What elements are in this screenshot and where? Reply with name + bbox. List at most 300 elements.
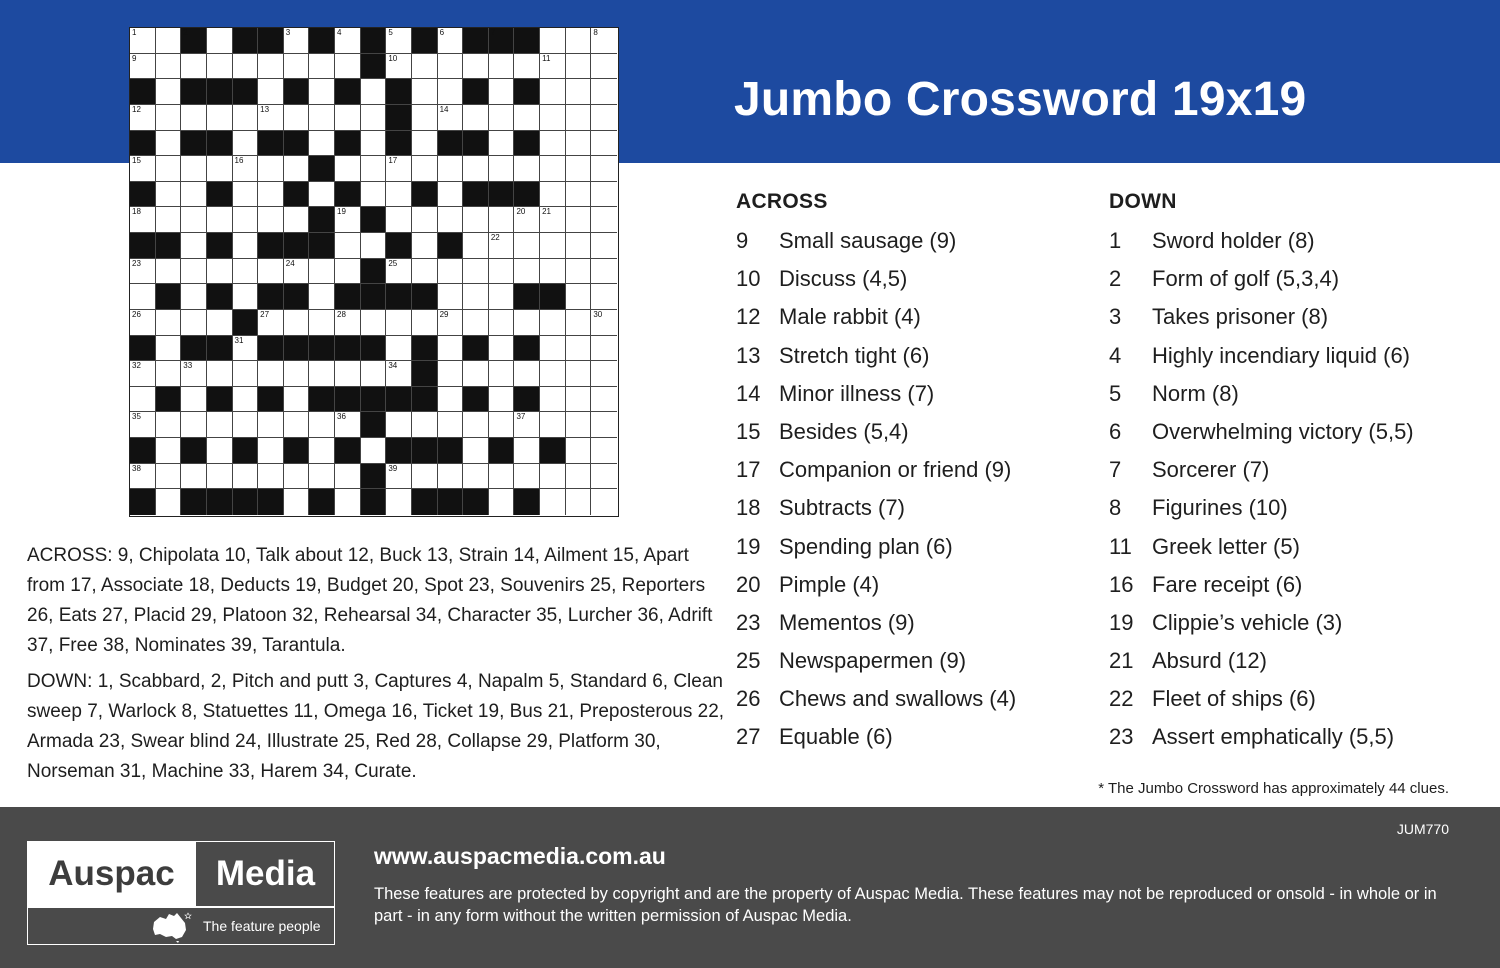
grid-cell[interactable] bbox=[438, 79, 464, 105]
grid-cell[interactable] bbox=[386, 259, 412, 285]
grid-cell[interactable] bbox=[335, 233, 361, 259]
cell-number: 7 bbox=[490, 28, 496, 37]
grid-cell[interactable] bbox=[540, 156, 566, 182]
grid-cell[interactable] bbox=[181, 233, 207, 259]
across-clue bbox=[736, 534, 1096, 572]
grid-cell[interactable] bbox=[181, 412, 207, 438]
grid-cell[interactable] bbox=[463, 233, 489, 259]
grid-cell[interactable] bbox=[130, 54, 156, 80]
grid-cell[interactable] bbox=[156, 438, 182, 464]
grid-cell[interactable] bbox=[514, 54, 540, 80]
grid-cell[interactable] bbox=[438, 182, 464, 208]
grid-cell[interactable] bbox=[463, 412, 489, 438]
grid-cell[interactable] bbox=[591, 489, 617, 515]
grid-cell[interactable] bbox=[181, 310, 207, 336]
grid-cell[interactable] bbox=[156, 361, 182, 387]
website-url[interactable]: www.auspacmedia.com.au bbox=[374, 843, 666, 869]
grid-cell[interactable] bbox=[284, 105, 310, 131]
grid-cell[interactable] bbox=[591, 207, 617, 233]
grid-cell[interactable] bbox=[335, 412, 361, 438]
grid-cell[interactable] bbox=[489, 156, 515, 182]
grid-cell[interactable] bbox=[335, 28, 361, 54]
grid-cell[interactable] bbox=[591, 464, 617, 490]
grid-cell[interactable] bbox=[566, 259, 592, 285]
grid-cell[interactable] bbox=[566, 361, 592, 387]
grid-cell[interactable] bbox=[438, 207, 464, 233]
grid-cell-black bbox=[489, 182, 515, 208]
grid-cell[interactable] bbox=[514, 412, 540, 438]
grid-cell[interactable] bbox=[489, 207, 515, 233]
clue-number: 5 bbox=[1109, 380, 1122, 406]
grid-cell[interactable] bbox=[566, 28, 592, 54]
grid-cell[interactable] bbox=[284, 387, 310, 413]
grid-cell[interactable] bbox=[309, 284, 335, 310]
grid-cell[interactable] bbox=[591, 156, 617, 182]
grid-cell[interactable] bbox=[130, 284, 156, 310]
grid-cell[interactable] bbox=[130, 156, 156, 182]
clue-text: Newspapermen (9) bbox=[779, 648, 967, 674]
grid-cell[interactable] bbox=[156, 412, 182, 438]
grid-cell[interactable] bbox=[130, 361, 156, 387]
grid-cell[interactable] bbox=[591, 28, 617, 54]
grid-cell[interactable] bbox=[181, 182, 207, 208]
cell-number: 10 bbox=[388, 53, 398, 63]
grid-cell[interactable] bbox=[566, 310, 592, 336]
grid-cell[interactable] bbox=[284, 259, 310, 285]
grid-cell[interactable] bbox=[284, 156, 310, 182]
grid-cell[interactable] bbox=[156, 464, 182, 490]
grid-cell[interactable] bbox=[361, 105, 387, 131]
grid-cell[interactable] bbox=[591, 182, 617, 208]
grid-cell[interactable] bbox=[514, 310, 540, 336]
grid-cell[interactable] bbox=[233, 156, 259, 182]
grid-cell[interactable] bbox=[463, 156, 489, 182]
grid-cell[interactable] bbox=[156, 105, 182, 131]
grid-cell[interactable] bbox=[130, 259, 156, 285]
grid-cell[interactable] bbox=[284, 54, 310, 80]
grid-cell[interactable] bbox=[566, 131, 592, 157]
grid-cell[interactable] bbox=[591, 310, 617, 336]
grid-cell[interactable] bbox=[540, 464, 566, 490]
grid-cell[interactable] bbox=[514, 156, 540, 182]
grid-cell[interactable] bbox=[386, 412, 412, 438]
cell-number: 15 bbox=[132, 156, 141, 166]
grid-cell[interactable] bbox=[181, 387, 207, 413]
grid-cell[interactable] bbox=[284, 412, 310, 438]
grid-cell[interactable] bbox=[309, 182, 335, 208]
grid-cell[interactable] bbox=[335, 207, 361, 233]
grid-cell[interactable] bbox=[130, 310, 156, 336]
grid-cell[interactable] bbox=[540, 259, 566, 285]
grid-cell[interactable] bbox=[181, 284, 207, 310]
grid-cell[interactable] bbox=[463, 105, 489, 131]
grid-cell[interactable] bbox=[309, 79, 335, 105]
grid-cell[interactable] bbox=[566, 284, 592, 310]
grid-cell[interactable] bbox=[489, 131, 515, 157]
grid-cell[interactable] bbox=[156, 28, 182, 54]
grid-cell[interactable] bbox=[181, 105, 207, 131]
grid-cell[interactable] bbox=[258, 438, 284, 464]
grid-cell[interactable] bbox=[207, 54, 233, 80]
grid-cell[interactable] bbox=[591, 412, 617, 438]
grid-cell[interactable] bbox=[438, 310, 464, 336]
grid-cell-black bbox=[361, 489, 387, 515]
grid-cell[interactable] bbox=[156, 79, 182, 105]
grid-cell[interactable] bbox=[156, 489, 182, 515]
grid-cell[interactable] bbox=[258, 361, 284, 387]
grid-cell[interactable] bbox=[284, 207, 310, 233]
grid-cell[interactable] bbox=[489, 105, 515, 131]
cell-number: 17 bbox=[388, 156, 398, 166]
grid-cell[interactable] bbox=[309, 412, 335, 438]
grid-cell[interactable] bbox=[233, 182, 259, 208]
grid-cell[interactable] bbox=[156, 54, 182, 80]
grid-cell[interactable] bbox=[130, 464, 156, 490]
clue-number: 10 bbox=[736, 266, 761, 292]
grid-cell[interactable] bbox=[207, 412, 233, 438]
grid-cell[interactable] bbox=[566, 336, 592, 362]
clue-text: Chews and swallows (4) bbox=[779, 686, 1017, 712]
grid-cell[interactable] bbox=[540, 79, 566, 105]
clue-text: Male rabbit (4) bbox=[779, 304, 921, 330]
grid-cell[interactable] bbox=[438, 284, 464, 310]
grid-cell[interactable] bbox=[309, 310, 335, 336]
grid-cell[interactable] bbox=[438, 464, 464, 490]
grid-cell[interactable] bbox=[463, 207, 489, 233]
grid-cell[interactable] bbox=[566, 489, 592, 515]
grid-cell[interactable] bbox=[566, 79, 592, 105]
grid-cell[interactable] bbox=[489, 464, 515, 490]
grid-cell[interactable] bbox=[489, 361, 515, 387]
grid-cell[interactable] bbox=[258, 310, 284, 336]
grid-cell[interactable] bbox=[361, 79, 387, 105]
cell-number: 18 bbox=[132, 207, 141, 217]
grid-cell[interactable] bbox=[233, 54, 259, 80]
clue-text: Clippie’s vehicle (3) bbox=[1152, 609, 1343, 635]
grid-cell[interactable] bbox=[361, 310, 387, 336]
grid-cell[interactable] bbox=[412, 464, 438, 490]
grid-cell[interactable] bbox=[361, 438, 387, 464]
grid-cell[interactable] bbox=[207, 310, 233, 336]
grid-cell[interactable] bbox=[412, 131, 438, 157]
grid-cell[interactable] bbox=[591, 387, 617, 413]
grid-cell[interactable] bbox=[361, 233, 387, 259]
clue-text: Figurines (10) bbox=[1152, 495, 1288, 521]
grid-cell[interactable] bbox=[540, 28, 566, 54]
grid-cell[interactable] bbox=[284, 28, 310, 54]
grid-cell[interactable] bbox=[335, 105, 361, 131]
grid-cell[interactable] bbox=[566, 54, 592, 80]
down-clue bbox=[1109, 610, 1469, 648]
grid-cell[interactable] bbox=[284, 361, 310, 387]
cell-number: 8 bbox=[593, 28, 598, 37]
grid-cell[interactable] bbox=[284, 464, 310, 490]
grid-cell[interactable] bbox=[207, 259, 233, 285]
grid-cell[interactable] bbox=[284, 489, 310, 515]
copyright-notice: These features are protected by copyright and are the property of Auspac Media. These features may not be reproduced or onsold - in whole or in part - in any form without the written permission of Auspac Media. bbox=[374, 885, 1437, 925]
grid-cell[interactable] bbox=[514, 259, 540, 285]
grid-cell-black bbox=[309, 387, 335, 413]
grid-cell[interactable] bbox=[463, 259, 489, 285]
grid-cell[interactable] bbox=[591, 105, 617, 131]
grid-cell[interactable] bbox=[566, 412, 592, 438]
cell-number: 29 bbox=[439, 309, 449, 319]
grid-cell[interactable] bbox=[591, 259, 617, 285]
grid-cell[interactable] bbox=[258, 207, 284, 233]
grid-cell[interactable] bbox=[412, 259, 438, 285]
grid-cell[interactable] bbox=[566, 105, 592, 131]
grid-cell[interactable] bbox=[514, 233, 540, 259]
grid-cell[interactable] bbox=[233, 233, 259, 259]
grid-cell[interactable] bbox=[540, 105, 566, 131]
grid-cell-black bbox=[438, 489, 464, 515]
grid-cell[interactable] bbox=[566, 207, 592, 233]
grid-cell[interactable] bbox=[309, 464, 335, 490]
answers-block bbox=[27, 541, 727, 787]
grid-cell[interactable] bbox=[386, 207, 412, 233]
grid-cell[interactable] bbox=[514, 438, 540, 464]
down-clue bbox=[1109, 534, 1469, 572]
grid-cell[interactable] bbox=[233, 284, 259, 310]
grid-cell-black bbox=[181, 336, 207, 362]
grid-cell[interactable] bbox=[386, 336, 412, 362]
grid-cell[interactable] bbox=[463, 361, 489, 387]
grid-cell[interactable] bbox=[489, 54, 515, 80]
grid-cell[interactable] bbox=[386, 361, 412, 387]
grid-cell[interactable] bbox=[412, 54, 438, 80]
clue-number: 9 bbox=[736, 228, 749, 253]
grid-cell[interactable] bbox=[233, 361, 259, 387]
grid-cell[interactable] bbox=[412, 156, 438, 182]
grid-cell[interactable] bbox=[566, 182, 592, 208]
grid-cell[interactable] bbox=[233, 412, 259, 438]
grid-cell[interactable] bbox=[130, 387, 156, 413]
grid-cell[interactable] bbox=[335, 54, 361, 80]
grid-cell[interactable] bbox=[233, 387, 259, 413]
grid-cell[interactable] bbox=[540, 182, 566, 208]
grid-cell[interactable] bbox=[412, 207, 438, 233]
grid-cell[interactable] bbox=[386, 489, 412, 515]
grid-cell[interactable] bbox=[566, 156, 592, 182]
cell-number: 24 bbox=[285, 258, 295, 268]
grid-cell[interactable] bbox=[207, 361, 233, 387]
grid-cell[interactable] bbox=[566, 438, 592, 464]
grid-cell[interactable] bbox=[361, 156, 387, 182]
grid-cell[interactable] bbox=[489, 310, 515, 336]
grid-cell[interactable] bbox=[438, 259, 464, 285]
across-clue bbox=[736, 648, 1096, 686]
grid-cell[interactable] bbox=[207, 28, 233, 54]
grid-cell[interactable] bbox=[489, 79, 515, 105]
grid-cell[interactable] bbox=[591, 438, 617, 464]
across-answers: ACROSS: 9, Chipolata 10, Talk about 12, Buck 13, Strain 14, Ailment 15, Apart from 17, Associate 18, Deducts 19, Budget 20, Spot 23, Souvenirs 25, Reporters 26, Eats 27, Placid 29, Platoon 32, Rehearsal 34, Character 35, Lurcher 36, Adrift 37, Free 38, Nominates 39, Tarantula. bbox=[27, 545, 713, 656]
grid-cell[interactable] bbox=[181, 207, 207, 233]
grid-cell[interactable] bbox=[156, 182, 182, 208]
grid-cell[interactable] bbox=[361, 361, 387, 387]
grid-cell[interactable] bbox=[412, 310, 438, 336]
grid-cell[interactable] bbox=[489, 336, 515, 362]
grid-cell[interactable] bbox=[233, 131, 259, 157]
grid-cell[interactable] bbox=[130, 105, 156, 131]
cell-number: 31 bbox=[234, 335, 244, 345]
clue-number: 15 bbox=[736, 418, 761, 444]
grid-cell[interactable] bbox=[156, 259, 182, 285]
grid-cell[interactable] bbox=[130, 28, 156, 54]
grid-cell[interactable] bbox=[181, 464, 207, 490]
grid-cell[interactable] bbox=[540, 54, 566, 80]
grid-cell[interactable] bbox=[566, 464, 592, 490]
grid-cell[interactable] bbox=[335, 156, 361, 182]
grid-cell[interactable] bbox=[361, 131, 387, 157]
grid-cell[interactable] bbox=[335, 361, 361, 387]
grid-cell[interactable] bbox=[156, 156, 182, 182]
grid-cell[interactable] bbox=[258, 182, 284, 208]
grid-cell[interactable] bbox=[181, 156, 207, 182]
grid-cell[interactable] bbox=[207, 438, 233, 464]
grid-cell[interactable] bbox=[258, 259, 284, 285]
grid-cell[interactable] bbox=[591, 361, 617, 387]
grid-cell[interactable] bbox=[540, 412, 566, 438]
grid-cell[interactable] bbox=[181, 259, 207, 285]
grid-cell[interactable] bbox=[540, 233, 566, 259]
grid-cell[interactable] bbox=[233, 464, 259, 490]
grid-cell[interactable] bbox=[386, 310, 412, 336]
grid-cell[interactable] bbox=[540, 387, 566, 413]
grid-cell[interactable] bbox=[130, 207, 156, 233]
grid-cell[interactable] bbox=[566, 233, 592, 259]
grid-cell[interactable] bbox=[489, 233, 515, 259]
grid-cell[interactable] bbox=[156, 207, 182, 233]
clue-text: Pimple (4) bbox=[779, 571, 880, 597]
logo-divider bbox=[28, 906, 334, 908]
grid-cell[interactable] bbox=[309, 54, 335, 80]
grid-cell[interactable] bbox=[463, 438, 489, 464]
grid-cell[interactable] bbox=[489, 489, 515, 515]
grid-cell[interactable] bbox=[386, 464, 412, 490]
grid-cell[interactable] bbox=[489, 259, 515, 285]
grid-cell[interactable] bbox=[438, 156, 464, 182]
grid-cell[interactable] bbox=[156, 336, 182, 362]
grid-cell[interactable] bbox=[412, 412, 438, 438]
grid-cell[interactable] bbox=[309, 131, 335, 157]
grid-cell[interactable] bbox=[181, 361, 207, 387]
grid-cell[interactable] bbox=[463, 310, 489, 336]
grid-cell-black bbox=[386, 284, 412, 310]
grid-cell[interactable] bbox=[489, 412, 515, 438]
grid-cell[interactable] bbox=[386, 54, 412, 80]
grid-cell[interactable] bbox=[540, 310, 566, 336]
clue-text: Equable (6) bbox=[779, 724, 893, 750]
grid-cell[interactable] bbox=[233, 259, 259, 285]
grid-cell[interactable] bbox=[540, 361, 566, 387]
grid-cell[interactable] bbox=[412, 233, 438, 259]
grid-cell-black bbox=[207, 182, 233, 208]
grid-cell-black bbox=[309, 489, 335, 515]
grid-cell[interactable] bbox=[566, 387, 592, 413]
grid-cell[interactable] bbox=[233, 336, 259, 362]
grid-cell[interactable] bbox=[591, 131, 617, 157]
grid-cell[interactable] bbox=[386, 28, 412, 54]
grid-cell-black bbox=[309, 28, 335, 54]
grid-cell[interactable] bbox=[309, 259, 335, 285]
grid-cell[interactable] bbox=[591, 233, 617, 259]
grid-cell[interactable] bbox=[258, 464, 284, 490]
grid-cell[interactable] bbox=[514, 464, 540, 490]
grid-cell[interactable] bbox=[156, 131, 182, 157]
grid-cell[interactable] bbox=[386, 182, 412, 208]
grid-cell[interactable] bbox=[438, 105, 464, 131]
grid-cell[interactable] bbox=[514, 105, 540, 131]
grid-cell[interactable] bbox=[181, 54, 207, 80]
grid-cell[interactable] bbox=[207, 207, 233, 233]
grid-cell[interactable] bbox=[335, 259, 361, 285]
grid-cell[interactable] bbox=[438, 336, 464, 362]
grid-cell[interactable] bbox=[514, 361, 540, 387]
grid-cell[interactable] bbox=[489, 284, 515, 310]
grid-cell[interactable] bbox=[463, 464, 489, 490]
grid-cell[interactable] bbox=[335, 310, 361, 336]
grid-cell[interactable] bbox=[207, 464, 233, 490]
grid-cell[interactable] bbox=[540, 131, 566, 157]
crossword-grid-container bbox=[129, 27, 619, 517]
grid-cell[interactable] bbox=[361, 182, 387, 208]
grid-cell[interactable] bbox=[412, 79, 438, 105]
grid-cell[interactable] bbox=[540, 207, 566, 233]
clue-number: 22 bbox=[1109, 686, 1134, 712]
grid-cell-black bbox=[181, 438, 207, 464]
grid-cell[interactable] bbox=[309, 361, 335, 387]
grid-cell[interactable] bbox=[258, 79, 284, 105]
grid-cell[interactable] bbox=[258, 412, 284, 438]
grid-cell[interactable] bbox=[591, 284, 617, 310]
grid-cell[interactable] bbox=[438, 387, 464, 413]
grid-cell[interactable] bbox=[386, 156, 412, 182]
grid-cell[interactable] bbox=[309, 438, 335, 464]
grid-cell[interactable] bbox=[438, 54, 464, 80]
grid-cell[interactable] bbox=[463, 54, 489, 80]
grid-cell[interactable] bbox=[412, 105, 438, 131]
grid-cell[interactable] bbox=[130, 412, 156, 438]
grid-cell[interactable] bbox=[207, 105, 233, 131]
grid-cell[interactable] bbox=[463, 284, 489, 310]
grid-cell[interactable] bbox=[156, 310, 182, 336]
grid-cell[interactable] bbox=[438, 361, 464, 387]
grid-cell[interactable] bbox=[258, 54, 284, 80]
cell-number: 21 bbox=[542, 207, 551, 217]
grid-cell[interactable] bbox=[309, 105, 335, 131]
grid-cell[interactable] bbox=[335, 489, 361, 515]
grid-cell[interactable] bbox=[438, 412, 464, 438]
grid-cell[interactable] bbox=[258, 105, 284, 131]
grid-cell[interactable] bbox=[335, 464, 361, 490]
clue-text: Spending plan (6) bbox=[779, 533, 953, 559]
grid-cell[interactable] bbox=[284, 310, 310, 336]
grid-cell[interactable] bbox=[438, 28, 464, 54]
grid-cell[interactable] bbox=[207, 156, 233, 182]
down-clue bbox=[1109, 648, 1469, 686]
grid-cell[interactable] bbox=[591, 336, 617, 362]
grid-cell[interactable] bbox=[489, 387, 515, 413]
grid-cell[interactable] bbox=[540, 489, 566, 515]
grid-cell[interactable] bbox=[233, 207, 259, 233]
grid-cell[interactable] bbox=[540, 336, 566, 362]
auspac-logo bbox=[27, 841, 335, 945]
grid-cell[interactable] bbox=[258, 156, 284, 182]
grid-cell[interactable] bbox=[591, 54, 617, 80]
grid-cell[interactable] bbox=[591, 79, 617, 105]
grid-cell[interactable] bbox=[233, 105, 259, 131]
grid-cell[interactable] bbox=[514, 207, 540, 233]
